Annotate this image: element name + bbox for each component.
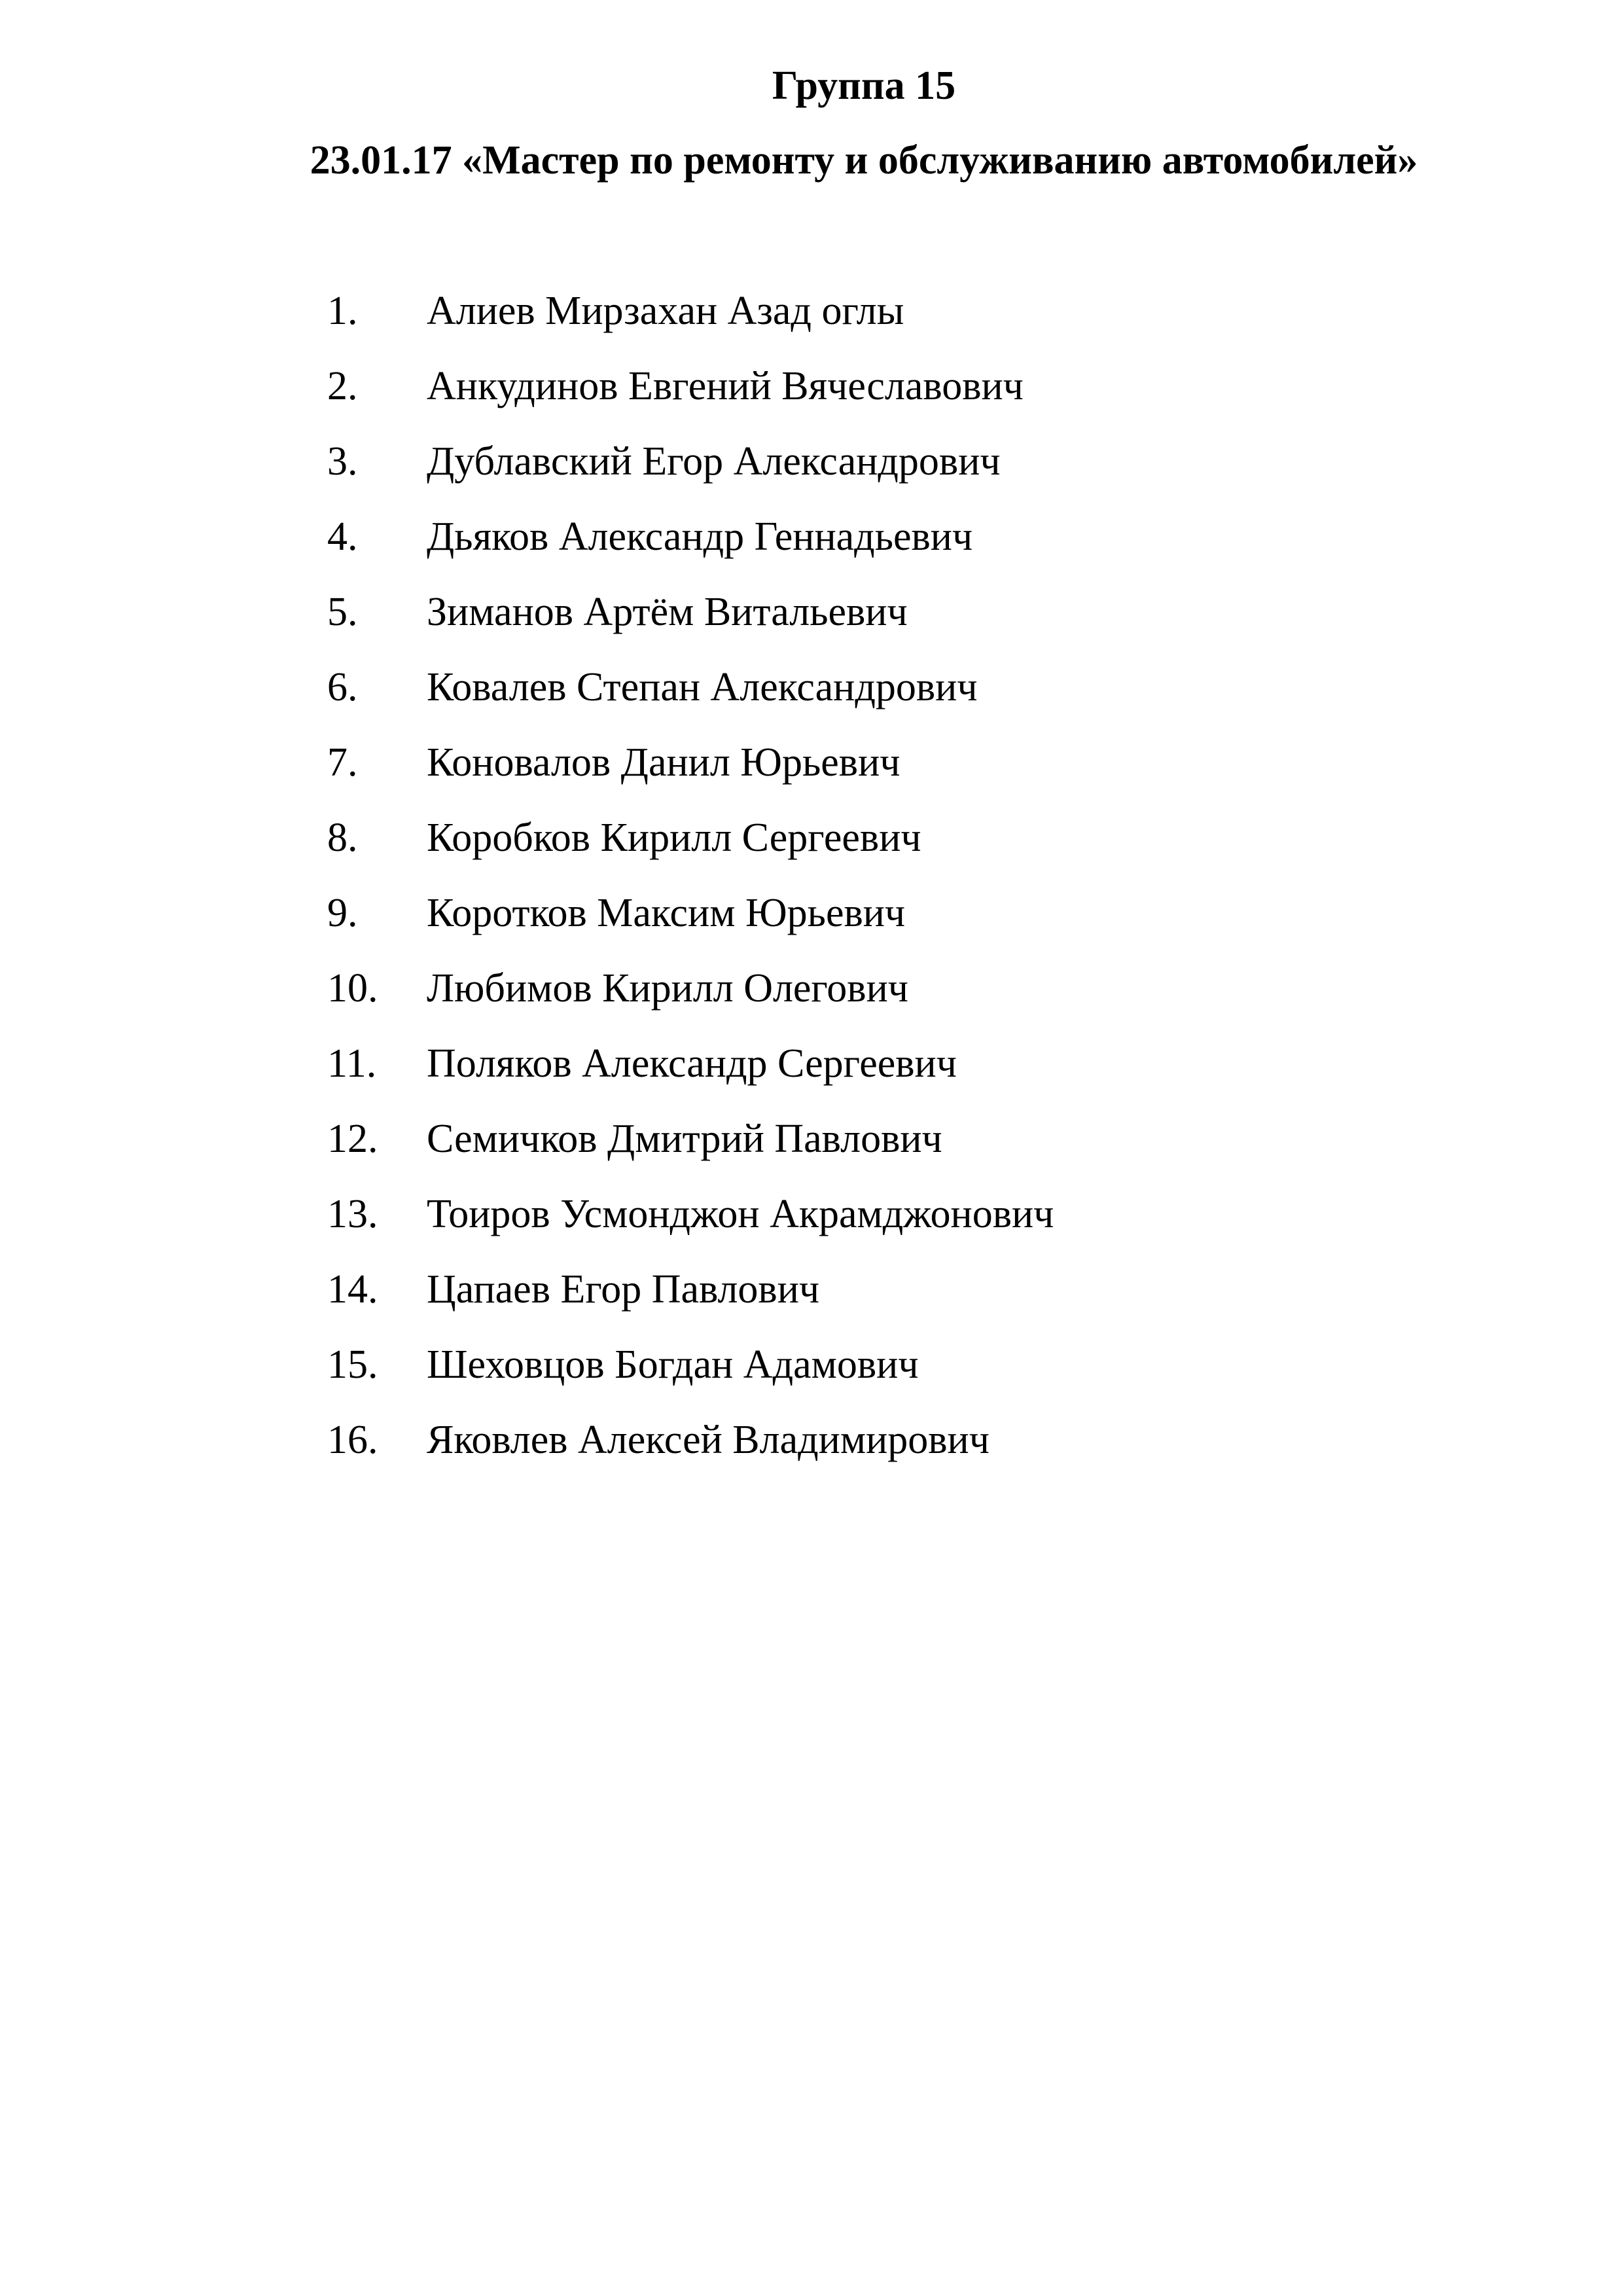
list-item-number: 16.: [327, 1418, 378, 1462]
list-item: [0, 733, 1623, 808]
list-item: [0, 1109, 1623, 1185]
list-item-number: 4.: [327, 514, 358, 559]
list-item-number: 9.: [327, 891, 358, 935]
student-name: Коробков Кирилл Сергеевич: [427, 816, 921, 860]
list-item-number: 15.: [327, 1342, 378, 1387]
list-item: [0, 1185, 1623, 1260]
list-item-number: 13.: [327, 1192, 378, 1236]
student-name: Тоиров Усмонджон Акрамджонович: [427, 1192, 1054, 1236]
list-item: [0, 432, 1623, 507]
student-name: Шеховцов Богдан Адамович: [427, 1342, 919, 1387]
list-item-number: 8.: [327, 816, 358, 860]
student-name: Алиев Мирзахан Азад оглы: [427, 289, 904, 333]
list-item: [0, 583, 1623, 658]
student-list: [0, 281, 1623, 1486]
list-item: [0, 507, 1623, 583]
student-name: Цапаев Егор Павлович: [427, 1267, 820, 1312]
student-name: Дьяков Александр Геннадьевич: [427, 514, 973, 559]
student-name: Поляков Александр Сергеевич: [427, 1041, 957, 1086]
list-item-number: 5.: [327, 590, 358, 634]
list-item-number: 14.: [327, 1267, 378, 1312]
list-item: [0, 959, 1623, 1034]
student-name: Ковалев Степан Александрович: [427, 665, 978, 709]
list-item-number: 11.: [327, 1041, 377, 1086]
page-title: Группа 15: [772, 63, 956, 108]
list-item-number: 2.: [327, 364, 358, 408]
list-item-number: 1.: [327, 289, 358, 333]
list-item: [0, 808, 1623, 884]
student-name: Семичков Дмитрий Павлович: [427, 1117, 942, 1161]
list-item: [0, 884, 1623, 959]
list-item: [0, 281, 1623, 357]
student-name: Дублавский Егор Александрович: [427, 439, 1001, 484]
student-name: Коновалов Данил Юрьевич: [427, 740, 901, 785]
student-name: Любимов Кирилл Олегович: [427, 966, 908, 1011]
list-item: [0, 1335, 1623, 1410]
list-item: [0, 357, 1623, 432]
list-item: [0, 658, 1623, 733]
page-subtitle: 23.01.17 «Мастер по ремонту и обслуживанию автомобилей»: [310, 138, 1418, 183]
list-item: [0, 1034, 1623, 1109]
list-item: [0, 1410, 1623, 1486]
student-name: Зиманов Артём Витальевич: [427, 590, 908, 634]
list-item-number: 10.: [327, 966, 378, 1011]
list-item: [0, 1260, 1623, 1335]
list-item-number: 12.: [327, 1117, 378, 1161]
student-name: Яковлев Алексей Владимирович: [427, 1418, 990, 1462]
student-name: Анкудинов Евгений Вячеславович: [427, 364, 1024, 408]
list-item-number: 7.: [327, 740, 358, 785]
student-name: Коротков Максим Юрьевич: [427, 891, 906, 935]
list-item-number: 3.: [327, 439, 358, 484]
list-item-number: 6.: [327, 665, 358, 709]
